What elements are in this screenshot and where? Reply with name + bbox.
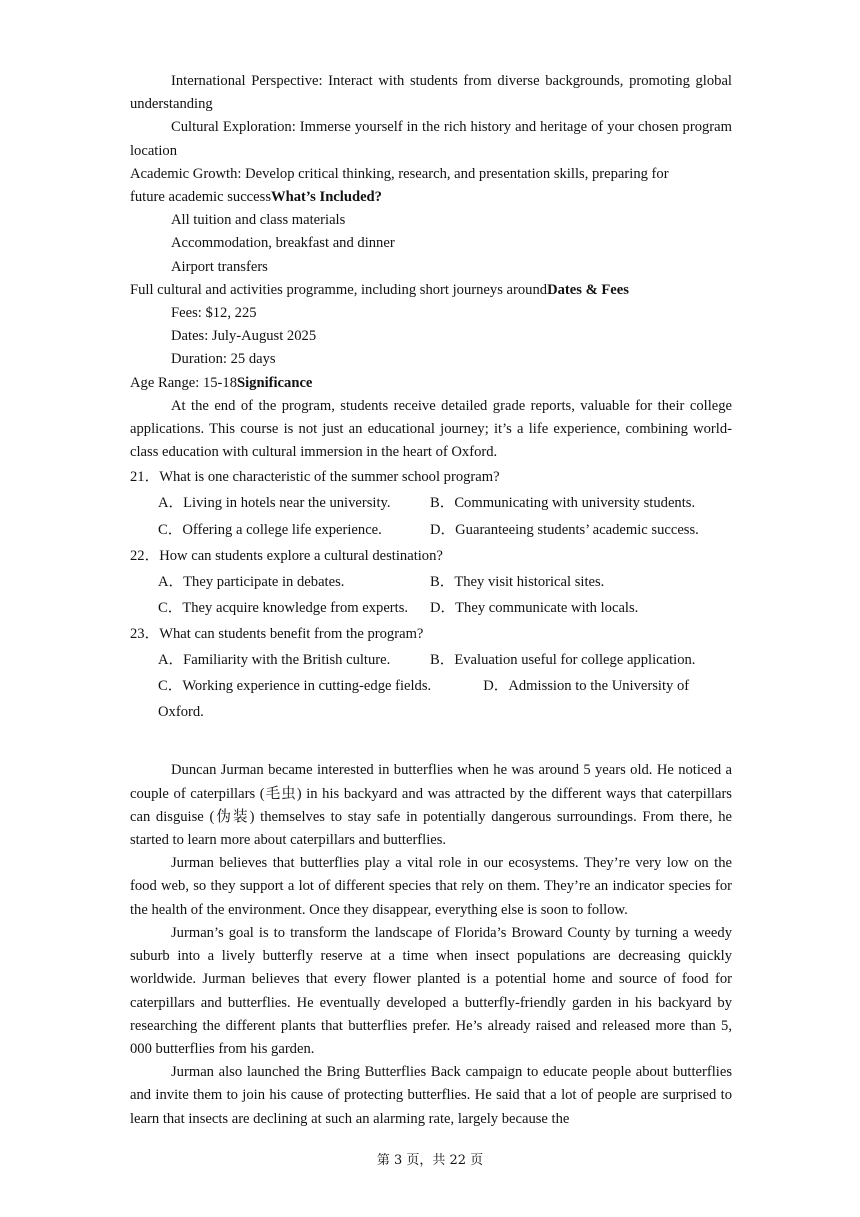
heading-dates-fees: Dates & Fees: [547, 281, 629, 298]
document-page: [130, 70, 732, 1131]
paragraph-academic-growth: [130, 163, 732, 186]
option-row: [130, 517, 732, 543]
fees-line: Fees: $12, 225: [171, 305, 257, 322]
option-row-wrapped: [130, 673, 732, 725]
duration-line: Duration: 25 days: [171, 351, 276, 368]
question-stem: 23．What can students benefit from the program?: [130, 626, 424, 643]
paragraph-jurman-2: Jurman believes that butterflies play a vital role in our ecosystems. They’re very low on the food web, so they support a lot of different species that rely on them. They’re an indicator species for the health of the environment. Once they disappear, everything else is soon to follow.: [130, 855, 732, 918]
option-b: B．Communicating with university students.: [430, 495, 696, 512]
heading-significance: Significance: [237, 374, 313, 391]
included-item-text: Full cultural and activities programme, including short journeys around: [130, 281, 548, 298]
option-row: [130, 569, 732, 595]
option-d: D．They communicate with locals.: [430, 600, 639, 617]
option-b: B．Evaluation useful for college application.: [430, 652, 696, 669]
option-d: D．Guaranteeing students’ academic success.: [430, 521, 699, 538]
included-item: Accommodation, breakfast and dinner: [171, 235, 395, 252]
paragraph-cultural-exploration: Cultural Exploration: Immerse yourself in the rich history and heritage of your chosen program location: [130, 119, 732, 159]
paragraph-jurman-3: Jurman’s goal is to transform the landscape of Florida’s Broward County by turning a weedy suburb into a lively butterfly reserve at a time when insect populations are decreasing quickly worldwide. Jurman believes that every flower planted is a potential home and source of food for caterpillars and butterflies. He eventually developed a butterfly-friendly garden in his backyard by researching the different plants that butterflies prefer. He’s already raised and released more than 5, 000 butterflies from his garden.: [130, 924, 732, 1057]
paragraph-significance: At the end of the program, students receive detailed grade reports, valuable for their college applications. This course is not just an educational journey; it’s a life experience, combining world-class education with cultural immersion in the heart of Oxford.: [130, 397, 732, 461]
page-footer: 第 3 页，共 22 页: [376, 1153, 484, 1168]
question-stem: 21．What is one characteristic of the summer school program?: [130, 469, 500, 486]
dates-line: Dates: July-August 2025: [171, 328, 317, 345]
included-item: Airport transfers: [171, 258, 268, 275]
paragraph-jurman-4: Jurman also launched the Bring Butterflies Back campaign to educate people about butterflies and invite them to join his cause of protecting butterflies. He said that a lot of people are surprised to learn that insects are declining at such an alarming rate, largely because the: [130, 1064, 732, 1127]
paragraph-jurman-1: Duncan Jurman became interested in butterflies when he was around 5 years old. He noticed a couple of caterpillars (毛虫) in his backyard and was attracted by the different ways that caterpillars can disguise (伪装) themselves to stay safe in potentially dangerous surroundings. From there, he started to learn more about caterpillars and butterflies.: [130, 762, 732, 849]
included-item: All tuition and class materials: [171, 212, 346, 229]
option-a: A．They participate in debates.: [158, 573, 345, 590]
age-range-line: [130, 372, 732, 395]
paragraph-international-perspective: International Perspective: Interact with students from diverse backgrounds, promoting global understanding: [130, 73, 732, 113]
option-c: C．They acquire knowledge from experts.: [158, 600, 409, 617]
academic-growth-text-cont: future academic success: [130, 189, 271, 206]
option-d: D．Admission to the University of Oxford.: [158, 678, 690, 721]
option-row: [130, 595, 732, 621]
academic-growth-text: Academic Growth: Develop critical thinking, research, and presentation skills, preparing for: [130, 165, 669, 182]
option-b: B．They visit historical sites.: [430, 573, 605, 590]
paragraph-academic-growth-cont: [130, 186, 732, 209]
option-row: [130, 490, 732, 516]
age-range-text: Age Range: 15-18: [130, 374, 237, 391]
option-row: [130, 647, 732, 673]
option-c: C．Offering a college life experience.: [158, 521, 382, 538]
heading-whats-included: What’s Included?: [271, 189, 382, 206]
question-stem: 22．How can students explore a cultural destination?: [130, 547, 443, 564]
section-gap: [130, 725, 732, 759]
option-a: A．Familiarity with the British culture.: [158, 652, 391, 669]
option-a: A．Living in hotels near the university.: [158, 495, 391, 512]
option-c: C．Working experience in cutting-edge fields.: [158, 678, 432, 695]
included-item-last: [130, 279, 732, 302]
